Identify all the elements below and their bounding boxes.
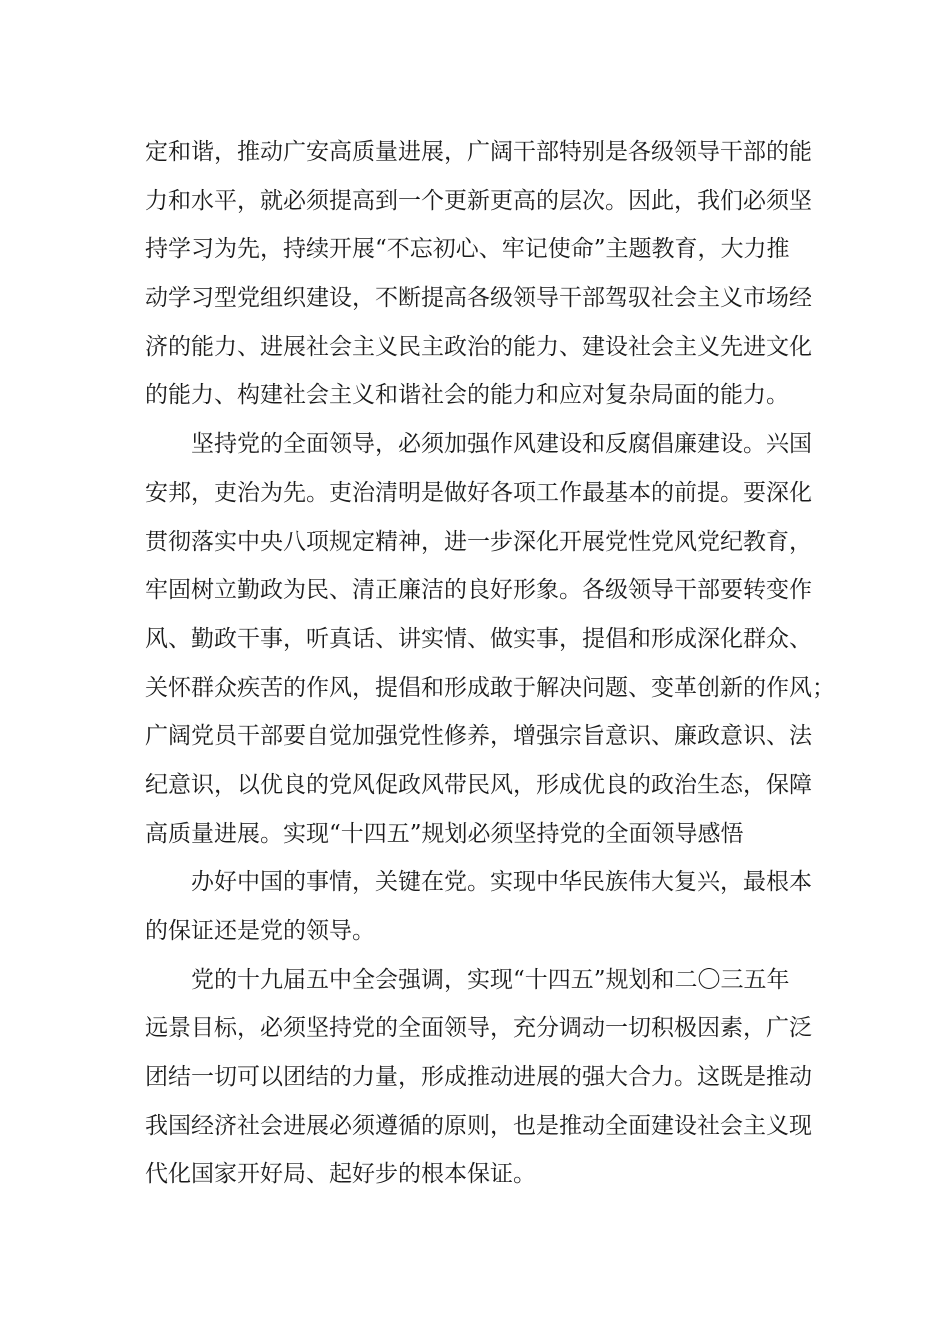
text-line: 牢固树立勤政为民、清正廉洁的良好形象。各级领导干部要转变作 <box>145 577 812 604</box>
text-line: 办好中国的事情，关键在党。实现中华民族伟大复兴，最根本 <box>191 869 812 896</box>
text-line: 的能力、构建社会主义和谐社会的能力和应对复杂局面的能力。 <box>145 382 789 409</box>
text-line: 广阔党员干部要自觉加强党性修养，增强宗旨意识、廉政意识、法 <box>145 723 812 750</box>
text-line: 安邦，吏治为先。吏治清明是做好各项工作最基本的前提。要深化 <box>145 479 812 506</box>
text-line: 定和谐，推动广安高质量进展，广阔干部特别是各级领导干部的能 <box>145 139 812 165</box>
body-text <box>145 128 835 1199</box>
text-line: 的保证还是党的领导。 <box>145 918 375 944</box>
text-line: 代化国家开好局、起好步的根本保证。 <box>145 1161 536 1188</box>
text-line: 团结一切可以团结的力量，形成推动进展的强大合力。这既是推动 <box>145 1064 812 1091</box>
text-line: 纪意识，以优良的党风促政风带民风，形成优良的政治生态，保障 <box>145 771 812 798</box>
text-line: 力和水平，就必须提高到一个更新更高的层次。因此，我们必须坚 <box>145 187 812 214</box>
text-line: 持学习为先，持续开展“不忘初心、牢记使命”主题教育，大力推 <box>145 236 790 263</box>
text-line: 动学习型党组织建设，不断提高各级领导干部驾驭社会主义市场经 <box>145 285 812 312</box>
text-line: 坚持党的全面领导，必须加强作风建设和反腐倡廉建设。兴国 <box>191 431 812 458</box>
text-line: 高质量进展。实现“十四五”规划必须坚持党的全面领导感悟 <box>145 820 744 847</box>
text-line: 风、勤政干事，听真话、讲实情、做实事，提倡和形成深化群众、 <box>145 625 812 652</box>
text-line: 党的十九届五中全会强调，实现“十四五”规划和二〇三五年 <box>191 966 790 993</box>
text-line: 贯彻落实中央八项规定精神，进一步深化开展党性党风党纪教育， <box>145 528 812 555</box>
text-line: 远景目标，必须坚持党的全面领导，充分调动一切积极因素，广泛 <box>145 1015 812 1042</box>
text-line: 济的能力、进展社会主义民主政治的能力、建设社会主义先进文化 <box>145 333 812 360</box>
text-line: 关怀群众疾苦的作风，提倡和形成敢于解决问题、变革创新的作风； <box>145 674 835 701</box>
text-line: 我国经济社会进展必须遵循的原则，也是推动全面建设社会主义现 <box>145 1112 812 1139</box>
